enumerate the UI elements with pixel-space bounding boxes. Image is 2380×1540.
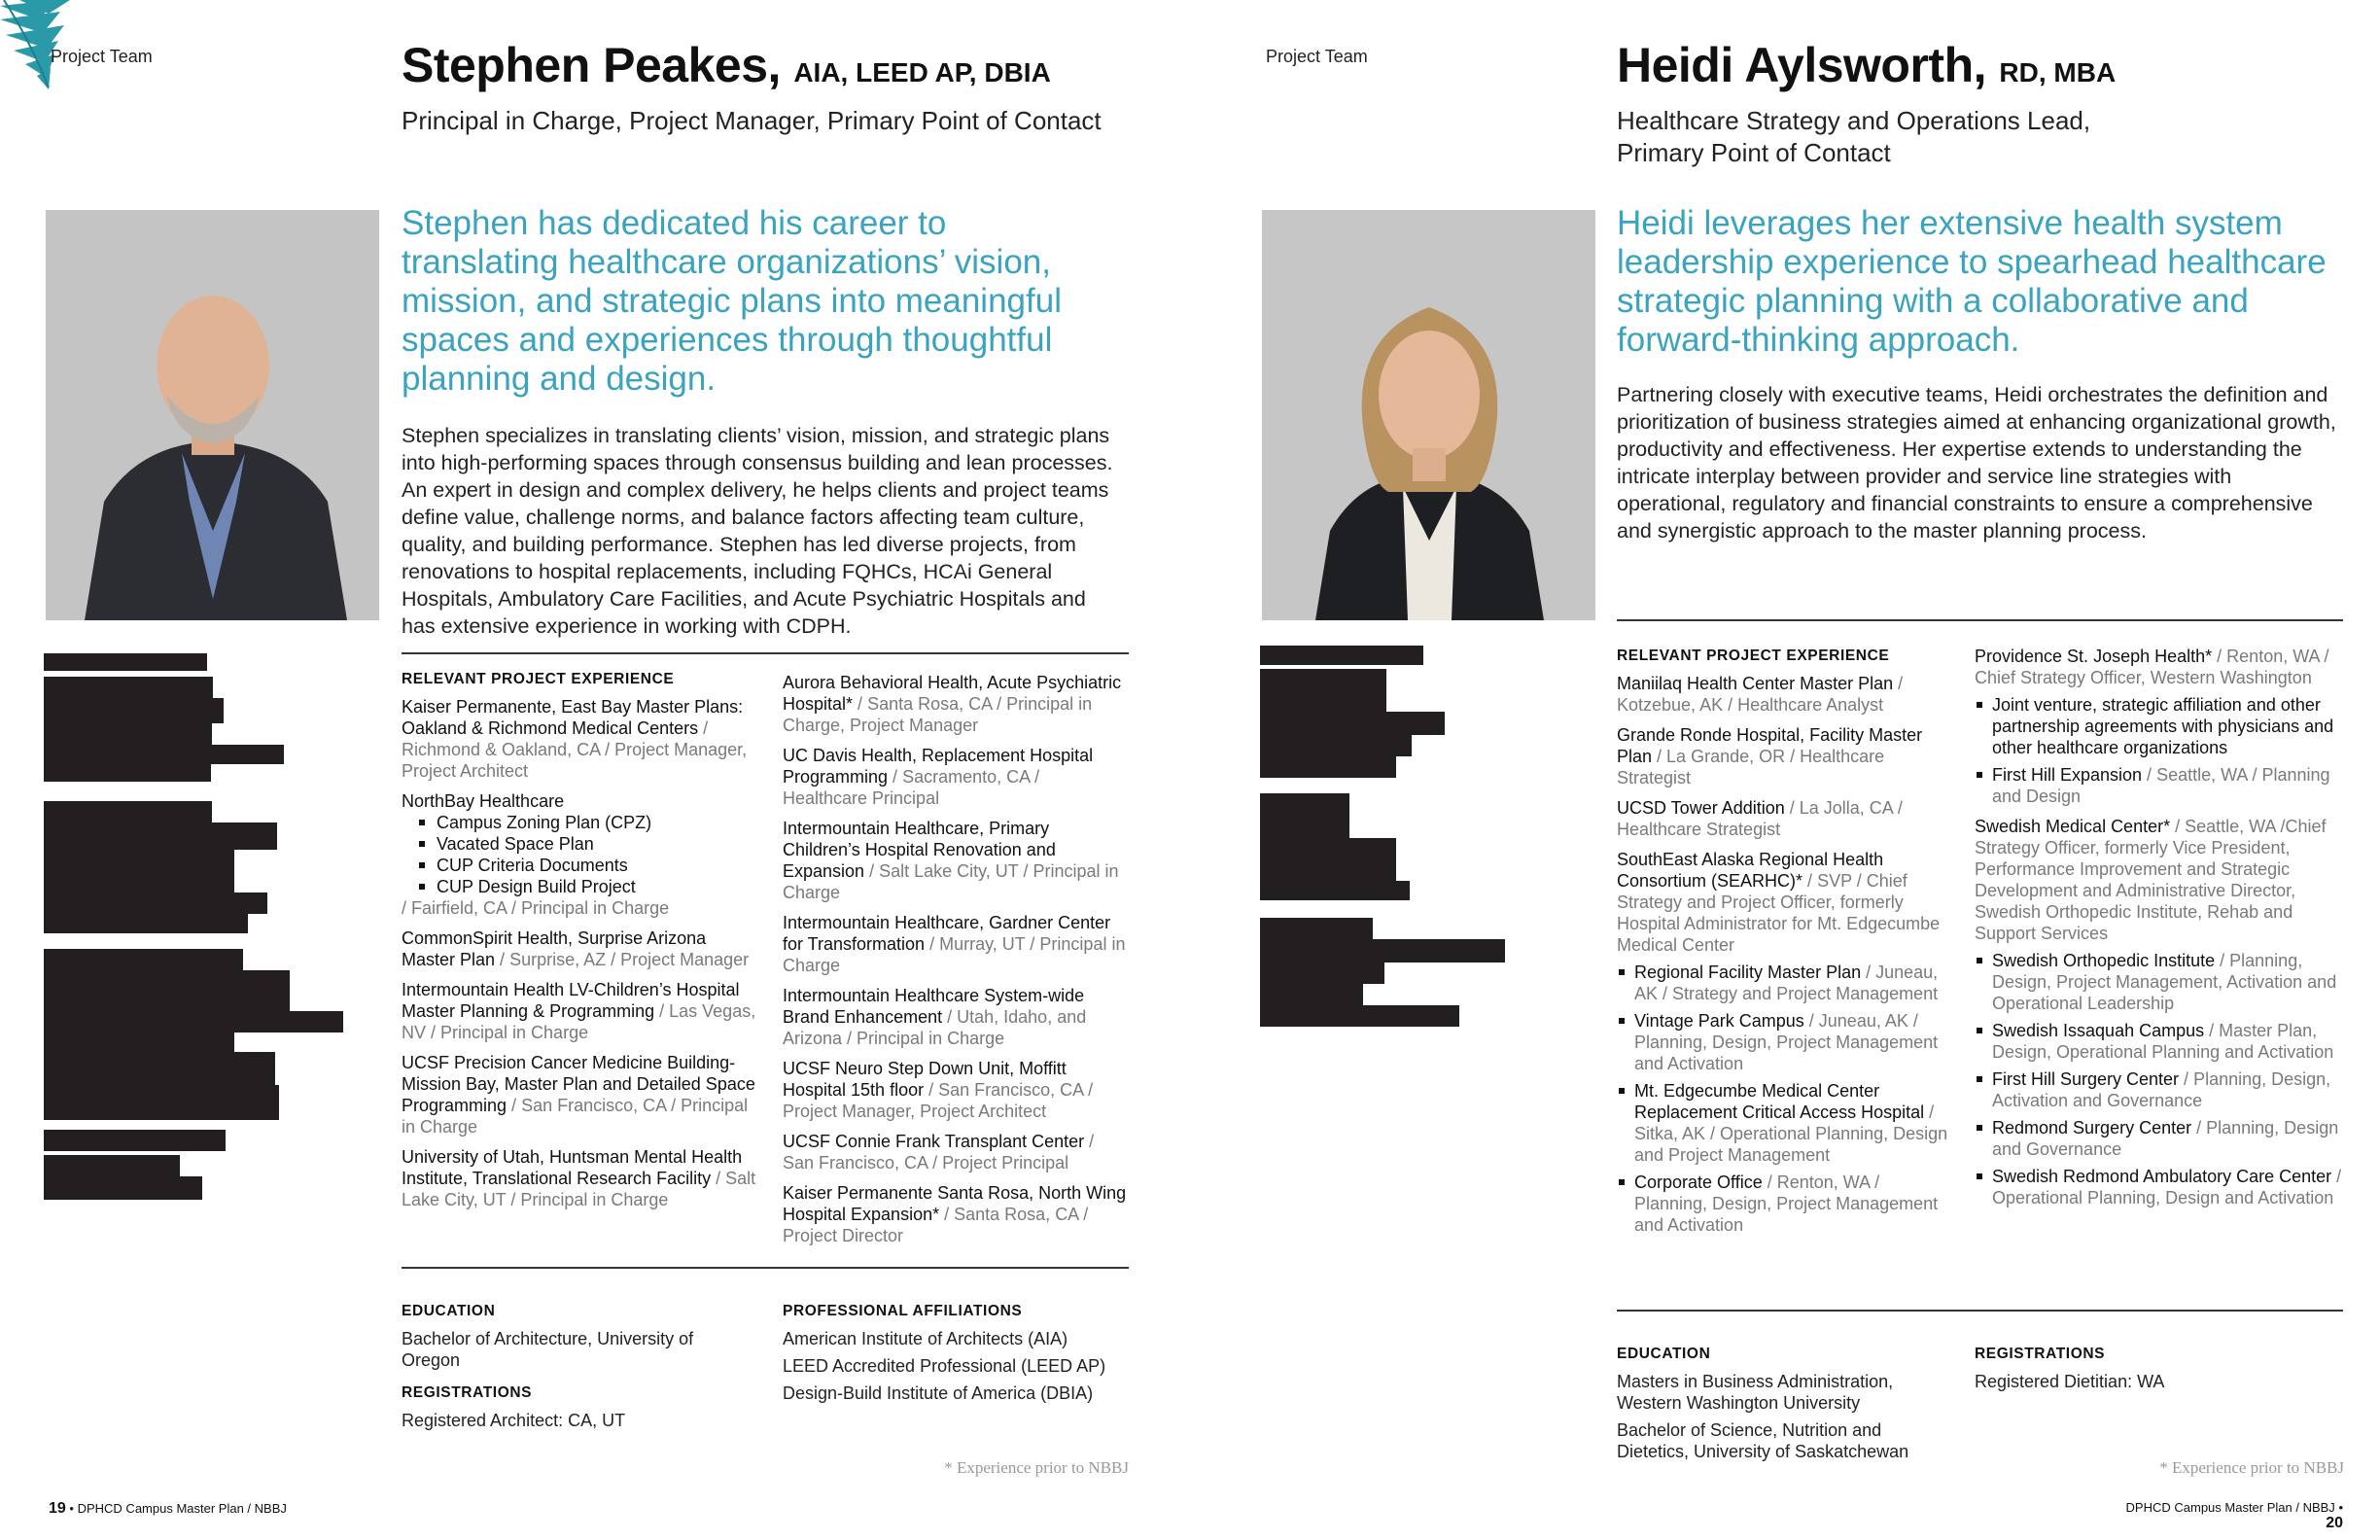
entry-detail: Salt Lake City, UT / Principal in Charge	[783, 861, 1119, 902]
bullet-item: Vacated Space Plan	[419, 833, 761, 855]
entry-title: Kaiser Permanente Santa Rosa, North Wing Hospital Expansion*	[783, 1183, 1127, 1224]
bullet-detail: Renton, WA / Planning, Design, Project Management and Activation	[1634, 1172, 1939, 1235]
experience-entry	[783, 672, 1128, 736]
affiliations-heading: PROFESSIONAL AFFILIATIONS	[783, 1303, 1023, 1319]
affiliations-block	[783, 1301, 1133, 1404]
footer-text: DPHCD Campus Master Plan / NBBJ	[77, 1501, 287, 1516]
bullet-detail: Sitka, AK / Operational Planning, Design and Project Management	[1634, 1124, 1948, 1165]
bullet-title: Joint venture, strategic affiliation and other partnership agreements with physicians and other healthcare organizations	[1992, 695, 2334, 757]
palm-leaf-icon	[0, 0, 97, 89]
entry-head	[1617, 797, 1957, 840]
entry-title: University of Utah, Huntsman Mental Health Institute, Translational Research Facility	[402, 1147, 743, 1188]
entry-title: Kaiser Permanente, East Bay Master Plans: Oakland & Richmond Medical Centers	[402, 697, 744, 738]
bullet-item	[1975, 694, 2344, 758]
experience-column-1	[402, 669, 761, 1219]
affiliation-item: Design-Build Institute of America (DBIA)	[783, 1383, 1094, 1403]
redaction-bar	[1260, 712, 1445, 735]
separator: /	[1861, 962, 1876, 982]
separator: /	[888, 767, 903, 787]
entry-title: Providence St. Joseph Health*	[1975, 647, 2213, 666]
bullet-detail: Planning, Design and Governance	[1992, 1118, 2339, 1159]
entry-title: NorthBay Healthcare	[402, 791, 565, 811]
entry-detail: San Francisco, CA / Project Principal	[783, 1153, 1069, 1172]
bullet-list	[1975, 950, 2344, 1208]
separator: /	[2191, 1118, 2207, 1138]
redaction-bar	[44, 822, 277, 850]
separator: /	[2179, 1069, 2194, 1089]
entry-title: SouthEast Alaska Regional Health Consortium (SEARHC)*	[1617, 850, 1884, 891]
entry-title: Intermountain Healthcare, Primary Children’s Hospital Renovation and Expansion	[783, 819, 1056, 881]
separator: /	[1652, 747, 1667, 766]
bullet-item	[1975, 1068, 2344, 1111]
redaction-bar	[44, 850, 234, 892]
divider	[1617, 619, 2343, 621]
bio-paragraph: Stephen specializes in translating clients’ vision, mission, and strategic plans into high-performing spaces through consensus building and lean processes. An expert in design and complex delivery, he helps clients and project teams define value, challenge norms, and balance factors affecting team culture, quality, and building performance. Stephen has led diverse projects, from renovations to hospital replacements, including FQHCs, HCAi General Hospitals, Ambulatory Care Facilities, and Acute Psychiatric Hospitals and has extensive experience in working with CDPH.	[402, 424, 1113, 638]
entry-head	[1975, 646, 2344, 688]
bullet-detail: Seattle, WA / Planning and Design	[1992, 765, 2330, 806]
registrations-block	[1975, 1344, 2325, 1392]
entry-detail: Murray, UT / Principal in Charge	[783, 934, 1126, 975]
redaction-bar	[1260, 756, 1396, 778]
education-heading: EDUCATION	[402, 1303, 496, 1319]
portrait-figure-icon	[1262, 210, 1595, 620]
name-text: Heidi Aylsworth,	[1617, 38, 1987, 92]
entry-detail: San Francisco, CA / Project Manager, Project Architect	[783, 1080, 1094, 1121]
separator: /	[2331, 1167, 2342, 1186]
bullet-title: Corporate Office	[1634, 1172, 1763, 1192]
entry-title: UC Davis Health, Replacement Hospital Programming	[783, 746, 1094, 787]
redaction-bar	[44, 949, 243, 970]
separator: /	[698, 718, 709, 738]
person-role: Principal in Charge, Project Manager, Primary Point of Contact	[402, 106, 1102, 135]
bullet-item	[1617, 1010, 1957, 1074]
redaction-bar	[44, 1155, 180, 1176]
bullet-detail: Planning, Design, Project Management, Activation and Operational Leadership	[1992, 951, 2337, 1013]
pull-quote: Stephen has dedicated his career to translating healthcare organizations’ vision, mission, and strategic plans into meaningful spaces and experiences through thoughtful planning and design.	[402, 204, 1062, 398]
redaction-bar	[1260, 735, 1412, 756]
divider	[1617, 1310, 2343, 1312]
separator: /	[1924, 1102, 1935, 1122]
bullet-list	[1617, 962, 1957, 1236]
separator: /	[2215, 951, 2230, 970]
entry-title: UCSD Tower Addition	[1617, 798, 1785, 818]
bullet-item	[1617, 1172, 1957, 1236]
experience-entry	[1617, 673, 1957, 716]
entry-detail: Salt Lake City, UT / Principal in Charge	[402, 1169, 756, 1209]
bullet-item: CUP Criteria Documents	[419, 855, 761, 876]
education-block	[1617, 1344, 1947, 1462]
separator: /	[2170, 817, 2186, 836]
affiliation-item: LEED Accredited Professional (LEED AP)	[783, 1356, 1106, 1376]
entry-title: UCSF Connie Frank Transplant Center	[783, 1132, 1085, 1151]
redaction-bar	[44, 1052, 275, 1085]
education-text: Bachelor of Architecture, University of Oregon	[402, 1329, 694, 1370]
entry-detail: Seattle, WA /Chief Strategy Officer, formerly Vice President, Performance Improvement and Strategic Development and Administrative Director, Swedish Orthopedic Institute, Rehab and Support Services	[1975, 817, 2327, 943]
redaction-bar	[1260, 1005, 1459, 1027]
bullet-item	[1617, 962, 1957, 1004]
name-text: Stephen Peakes,	[402, 38, 781, 92]
entry-detail: Surprise, AZ / Project Manager	[509, 950, 750, 969]
experience-column-2	[1975, 646, 2344, 1217]
redaction-bar	[44, 970, 290, 1011]
credentials: RD, MBA	[1999, 57, 2117, 88]
experience-heading: RELEVANT PROJECT EXPERIENCE	[402, 671, 675, 687]
bullet-item	[1975, 1166, 2344, 1208]
redaction-bar	[1260, 984, 1363, 1005]
footer-text: DPHCD Campus Master Plan / NBBJ	[2125, 1500, 2335, 1515]
separator: /	[495, 950, 510, 969]
entry-detail: Renton, WA / Chief Strategy Officer, Western Washington	[1975, 647, 2329, 687]
entry-detail: Las Vegas, NV / Principal in Charge	[402, 1001, 756, 1042]
entry-title: CommonSpirit Health, Surprise Arizona Master Plan	[402, 928, 707, 969]
redaction-bar	[44, 745, 284, 764]
entry-detail: SVP / Chief Strategy and Project Officer, formerly Hospital Administrator for Mt. Edgecumbe Medical Center	[1617, 871, 1941, 955]
portrait-photo	[46, 210, 379, 620]
redaction-bar	[1260, 881, 1410, 900]
experience-entry	[402, 790, 761, 919]
entry-detail: Sacramento, CA / Healthcare Principal	[783, 767, 1040, 808]
registrations-heading: REGISTRATIONS	[1975, 1346, 2106, 1362]
separator: /	[1803, 1011, 1819, 1031]
experience-entry	[402, 928, 761, 970]
affiliation-item: American Institute of Architects (AIA)	[783, 1329, 1068, 1348]
divider	[402, 1267, 1129, 1269]
bullet-item	[1975, 1117, 2344, 1160]
experience-entry	[783, 1131, 1128, 1173]
redaction-bar	[44, 1176, 202, 1200]
bullet-list	[419, 812, 761, 897]
entry-detail: Kotzebue, AK / Healthcare Analyst	[1617, 695, 1884, 715]
experience-heading: RELEVANT PROJECT EXPERIENCE	[1617, 648, 1890, 664]
redaction-bar	[44, 653, 207, 671]
redaction-bar	[44, 914, 248, 933]
experience-column-2	[783, 669, 1128, 1255]
experience-entry	[1617, 797, 1957, 840]
redaction-bar	[1260, 838, 1396, 881]
education-text: Masters in Business Administration, Western Washington University	[1617, 1372, 1894, 1413]
entry-detail: La Jolla, CA / Healthcare Strategist	[1617, 798, 1903, 839]
entry-title: Aurora Behavioral Health, Acute Psychiatric Hospital*	[783, 673, 1122, 714]
entry-detail: La Grande, OR / Healthcare Strategist	[1617, 747, 1885, 788]
entry-detail: Richmond & Oakland, CA / Project Manager, Project Architect	[402, 740, 748, 781]
bullet-item	[1975, 1020, 2344, 1063]
entry-title: Intermountain Healthcare System-wide Brand Enhancement	[783, 986, 1085, 1027]
experience-entry	[1975, 646, 2344, 807]
education-heading: EDUCATION	[1617, 1346, 1711, 1362]
bullet-title: Vintage Park Campus	[1634, 1011, 1804, 1031]
footer-separator: •	[69, 1501, 78, 1516]
experience-entry	[1617, 849, 1957, 1236]
divider	[402, 652, 1129, 654]
entry-detail: Santa Rosa, CA / Project Director	[783, 1205, 1089, 1245]
bullet-title: Swedish Issaquah Campus	[1992, 1021, 2205, 1040]
registrations-text: Registered Architect: CA, UT	[402, 1411, 626, 1430]
redaction-bar	[44, 892, 267, 914]
bullet-title: First Hill Expansion	[1992, 765, 2143, 785]
registrations-text: Registered Dietitian: WA	[1975, 1372, 2165, 1391]
page-footer	[2110, 1500, 2343, 1532]
experience-entry	[783, 1058, 1128, 1122]
education-text: Bachelor of Science, Nutrition and Dietetics, University of Saskatchewan	[1617, 1420, 1909, 1461]
bullet-title: Swedish Orthopedic Institute	[1992, 951, 2216, 970]
entry-title: Grande Ronde Hospital, Facility Master Plan	[1617, 725, 1923, 766]
separator: /	[924, 1080, 939, 1100]
experience-entry	[402, 1146, 761, 1210]
bullet-item: Campus Zoning Plan (CPZ)	[419, 812, 761, 833]
bullet-item	[1617, 1080, 1957, 1166]
entry-title: Swedish Medical Center*	[1975, 817, 2171, 836]
redaction-bar	[44, 1032, 234, 1052]
redaction-bar	[1260, 939, 1505, 962]
separator: /	[1784, 798, 1800, 818]
experience-entry	[783, 985, 1128, 1049]
person-name	[1617, 37, 2116, 93]
bullet-title: Swedish Redmond Ambulatory Care Center	[1992, 1167, 2332, 1186]
separator: /	[654, 1001, 670, 1021]
section-label: Project Team	[1266, 47, 1368, 66]
bullet-item	[1975, 764, 2344, 807]
bullet-title: Redmond Surgery Center	[1992, 1118, 2192, 1138]
section-label: Project Team	[51, 47, 153, 66]
bullet-detail: Master Plan, Design, Operational Planning and Activation	[1992, 1021, 2334, 1062]
experience-entry	[783, 745, 1128, 809]
redaction-bar	[44, 698, 224, 723]
separator: /	[925, 934, 940, 954]
bullet-detail: Juneau, AK / Planning, Design, Project Management and Activation	[1634, 1011, 1939, 1073]
page-number: 19	[49, 1500, 66, 1517]
experience-entry	[402, 696, 761, 782]
redaction-bar	[1260, 962, 1384, 984]
registrations-heading: REGISTRATIONS	[402, 1384, 533, 1401]
bullet-list	[1975, 694, 2344, 807]
separator: /	[942, 1007, 958, 1027]
entry-head	[1617, 724, 1957, 788]
experience-entry	[1617, 724, 1957, 788]
redaction-bar	[44, 764, 211, 782]
experience-entry	[402, 1052, 761, 1138]
bullet-detail: Operational Planning, Design and Activation	[1992, 1188, 2334, 1208]
entry-title: UCSF Neuro Step Down Unit, Moffitt Hospital 15th floor	[783, 1059, 1067, 1100]
entry-head	[1617, 673, 1957, 716]
entry-detail: / Fairfield, CA / Principal in Charge	[402, 898, 670, 918]
experience-entry	[783, 818, 1128, 903]
portrait-photo	[1262, 210, 1595, 620]
redaction-bar	[1260, 669, 1386, 712]
entry-title: Intermountain Healthcare, Gardner Center for Transformation	[783, 913, 1111, 954]
redaction-bar	[1260, 646, 1423, 665]
experience-entry	[402, 979, 761, 1043]
entry-head	[1617, 849, 1957, 956]
footnote: * Experience prior to NBBJ	[944, 1458, 1129, 1477]
entry-head	[1975, 816, 2344, 944]
separator: /	[2212, 647, 2227, 666]
footer-separator: •	[2338, 1500, 2343, 1515]
bullet-title: Regional Facility Master Plan	[1634, 962, 1862, 982]
portrait-figure-icon	[46, 210, 379, 620]
experience-entry	[783, 912, 1128, 976]
entry-detail: Utah, Idaho, and Arizona / Principal in Charge	[783, 1007, 1087, 1048]
bullet-item	[1975, 950, 2344, 1014]
entry-title: Intermountain Health LV-Children’s Hospital Master Planning & Programming	[402, 980, 740, 1021]
page-number: 20	[2326, 1515, 2343, 1531]
separator: /	[507, 1096, 522, 1115]
bullet-title: Mt. Edgecumbe Medical Center Replacement Critical Access Hospital	[1634, 1081, 1925, 1122]
entry-detail: Santa Rosa, CA / Principal in Charge, Project Manager	[783, 694, 1093, 735]
entry-title: UCSF Precision Cancer Medicine Building-Mission Bay, Master Plan and Detailed Space Programming	[402, 1053, 755, 1115]
pull-quote: Heidi leverages her extensive health system leadership experience to spearhead healthcare strategic planning with a collaborative and forward-thinking approach.	[1617, 204, 2327, 359]
person-name	[402, 37, 1051, 93]
bullet-title: First Hill Surgery Center	[1992, 1069, 2180, 1089]
separator: /	[939, 1205, 955, 1224]
separator: /	[711, 1169, 726, 1188]
experience-entry	[783, 1182, 1128, 1246]
bullet-detail: Juneau, AK / Strategy and Project Management	[1634, 962, 1939, 1003]
experience-entry	[1975, 816, 2344, 1208]
entry-detail: San Francisco, CA / Principal in Charge	[402, 1096, 749, 1137]
redaction-bar	[1260, 793, 1349, 838]
redaction-bar	[1260, 918, 1373, 939]
bullet-detail: Planning, Design, Activation and Governance	[1992, 1069, 2331, 1110]
separator: /	[2142, 765, 2157, 785]
page-footer	[49, 1500, 287, 1518]
separator: /	[864, 861, 880, 881]
redaction-bar	[44, 1011, 343, 1032]
entry-title: Maniilaq Health Center Master Plan	[1617, 674, 1894, 693]
bullet-item: CUP Design Build Project	[419, 876, 761, 897]
separator: /	[1893, 674, 1904, 693]
redaction-bar	[44, 801, 212, 822]
redaction-bar	[44, 1130, 226, 1151]
education-block	[402, 1301, 722, 1431]
separator: /	[1802, 871, 1818, 891]
footnote: * Experience prior to NBBJ	[2159, 1458, 2344, 1477]
redaction-bar	[44, 723, 212, 745]
separator: /	[853, 694, 868, 714]
bio-paragraph: Partnering closely with executive teams, Heidi orchestrates the definition and prioritization of business strategies aimed at enhancing organizational growth, productivity and effectiveness. Her expertise extends to understanding the intricate interplay between provider and service line strategies with operational, regulatory and financial constraints to ensure a comprehensive and synergistic approach to the master planning process.	[1617, 383, 2336, 542]
separator: /	[1762, 1172, 1777, 1192]
separator: /	[1084, 1132, 1095, 1151]
redaction-bar	[44, 1085, 279, 1120]
redaction-bar	[44, 677, 213, 698]
experience-column-1	[1617, 646, 1957, 1244]
separator: /	[2204, 1021, 2220, 1040]
person-role: Healthcare Strategy and Operations Lead, Primary Point of Contact	[1617, 106, 2091, 167]
credentials: AIA, LEED AP, DBIA	[793, 57, 1051, 88]
